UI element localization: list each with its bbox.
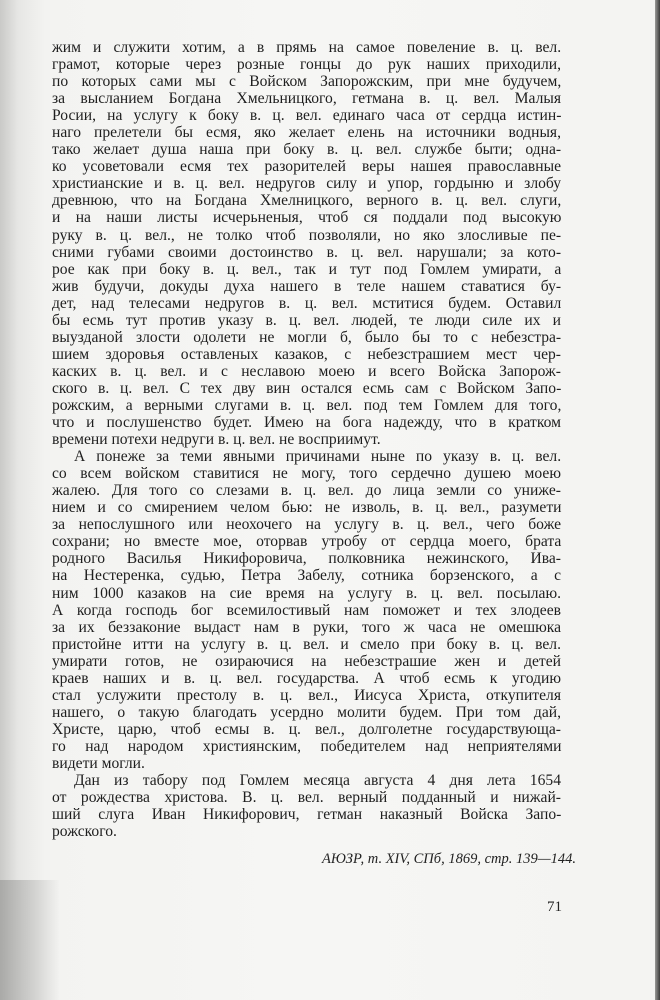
page-edge-strip [655, 0, 660, 1000]
text-line: бы есмь тут против указу в. ц. вел. людей, те люди силе их и [52, 311, 561, 329]
text-line: каских в. ц. вел. и с неславою моею и всего Войска Запорож- [52, 362, 561, 380]
text-line: рожского. [52, 823, 117, 841]
body-text [52, 39, 561, 840]
text-line: и на наши листы исчерьненыя, чтоб ся поддали под высокую [52, 209, 562, 227]
text-line: времени потехи недруги в. ц. вел. не восприимут. [52, 431, 381, 449]
text-line: го над народом християнским, победителем над неприятелями [52, 737, 562, 755]
text-line: ший слуга Иван Никифорович, гетман наказный Войска Запо- [52, 806, 562, 824]
text-line: древнюю, что на Богдана Хмелницкого, верного в. ц. вел. слуги, [52, 192, 562, 210]
text-line: выузданой злости одолети не могли б, было бы то с небезстра- [52, 328, 562, 346]
text-line: видети могли. [52, 754, 145, 772]
text-line: руку в. ц. вел., не толко чтоб позволяли, но яко злосливые пе- [52, 226, 562, 244]
text-line: за высланием Богдана Хмельницкого, гетмана в. ц. вел. Малыя [52, 90, 561, 108]
text-line: А понеже за теми явными причинами ныне по указу в. ц. вел. [74, 448, 562, 466]
text-line: шием здоровья оставленых казаков, с небезстрашием мест чер- [52, 345, 561, 363]
text-line: Росии, на услугу к боку в. ц. вел. единаго часа от сердца истин- [52, 107, 562, 125]
text-line: от рождества христова. В. ц. вел. верный подданный и нижай- [52, 789, 561, 807]
text-line: жалею. Для того со слезами в. ц. вел. до лица земли со униже- [52, 482, 561, 500]
text-line: наго прелетели бы есмя, яко желает елень на источники водныя, [52, 124, 561, 142]
text-line: сними губами своими достоинство в. ц. вел. нарушали; за кото- [52, 243, 562, 261]
text-line: за их беззаконие выдаст нам в руки, того ж часа не омешюка [52, 618, 561, 636]
text-line: христианские и в. ц. вел. недругов силу и упор, гордыню и злобу [52, 175, 562, 193]
text-line: что и послушенство будет. Имею на бога надежду, что в кратком [52, 414, 561, 432]
text-line: грамот, которые через розные гонцы до рук наших приходили, [52, 56, 562, 74]
text-line: сохрани; но вместе мое, оторвав утробу от сердца моего, брата [52, 533, 562, 551]
text-line: дет, над телесами недругов в. ц. вел. мститися будем. Оставил [52, 294, 562, 312]
text-line: нашего, о такую благодать усердно молити будем. При том дай, [52, 703, 561, 721]
text-line: за непослушного или неохочего на услугу в. ц. вел., чего боже [52, 516, 562, 534]
text-line: жим и служити хотим, а в прямь на самое повеление в. ц. вел. [52, 39, 562, 56]
text-line: краев наших и в. ц. вел. государства. А чтоб есмь к угодию [52, 669, 561, 687]
text-line: рое как при боку в. ц. вел., так и тут под Гомлем умирати, а [52, 260, 562, 278]
text-line: рожским, а верными слугами в. ц. вел. под тем Гомлем для того, [52, 396, 562, 414]
scan-shadow [0, 880, 60, 1000]
text-line: стал услужити престолу в. ц. вел., Иисуса Христа, откупителя [52, 686, 561, 704]
text-line: ним 1000 казаков на сие время на услугу в. ц. вел. посылаю. [52, 584, 561, 602]
text-line: тако желает душа наша при боку в. ц. вел. службе быти; одна- [52, 141, 562, 159]
text-line: ского в. ц. вел. С тех дву вин остался есмь сам с Войском Запо- [52, 379, 562, 397]
text-line: А когда господь бог всемилостивый нам поможет и тех злодеев [52, 601, 561, 619]
text-line: Христе, царю, чтоб есмы в. ц. вел., долголетне государствующа- [52, 720, 561, 738]
text-line: умирати готов, не озираючися на небезстрашие жен и детей [52, 652, 561, 670]
text-line: ко усоветовали есмя тех разорителей веры нашея православные [52, 158, 561, 176]
text-line: пристойне итти на услугу в. ц. вел. и смело при боку в. ц. вел. [52, 635, 561, 653]
text-line: со всем войском ставитися не могу, того сердечно душею моею [52, 465, 561, 483]
text-line: нием и со смирением челом бью: не изволь, в. ц. вел., разумети [52, 499, 562, 517]
page-number: 71 [547, 899, 562, 915]
text-line: родного Василья Никифоровича, полковника нежинского, Ива- [52, 550, 561, 568]
text-line: на Нестеренка, судью, Петра Забелу, сотника борзенского, а с [52, 567, 561, 585]
text-line: по которых сами мы с Войском Запорожским, при мне будучем, [52, 73, 562, 91]
text-line: Дан из табору под Гомлем месяца августа 4 дня лета 1654 [74, 772, 561, 790]
text-line: жив будучи, докуды духа нашего в теле нашем ставатися бу- [52, 277, 562, 295]
source-citation: АЮЗР, т. XIV, СПб, 1869, стр. 139—144. [321, 851, 576, 867]
